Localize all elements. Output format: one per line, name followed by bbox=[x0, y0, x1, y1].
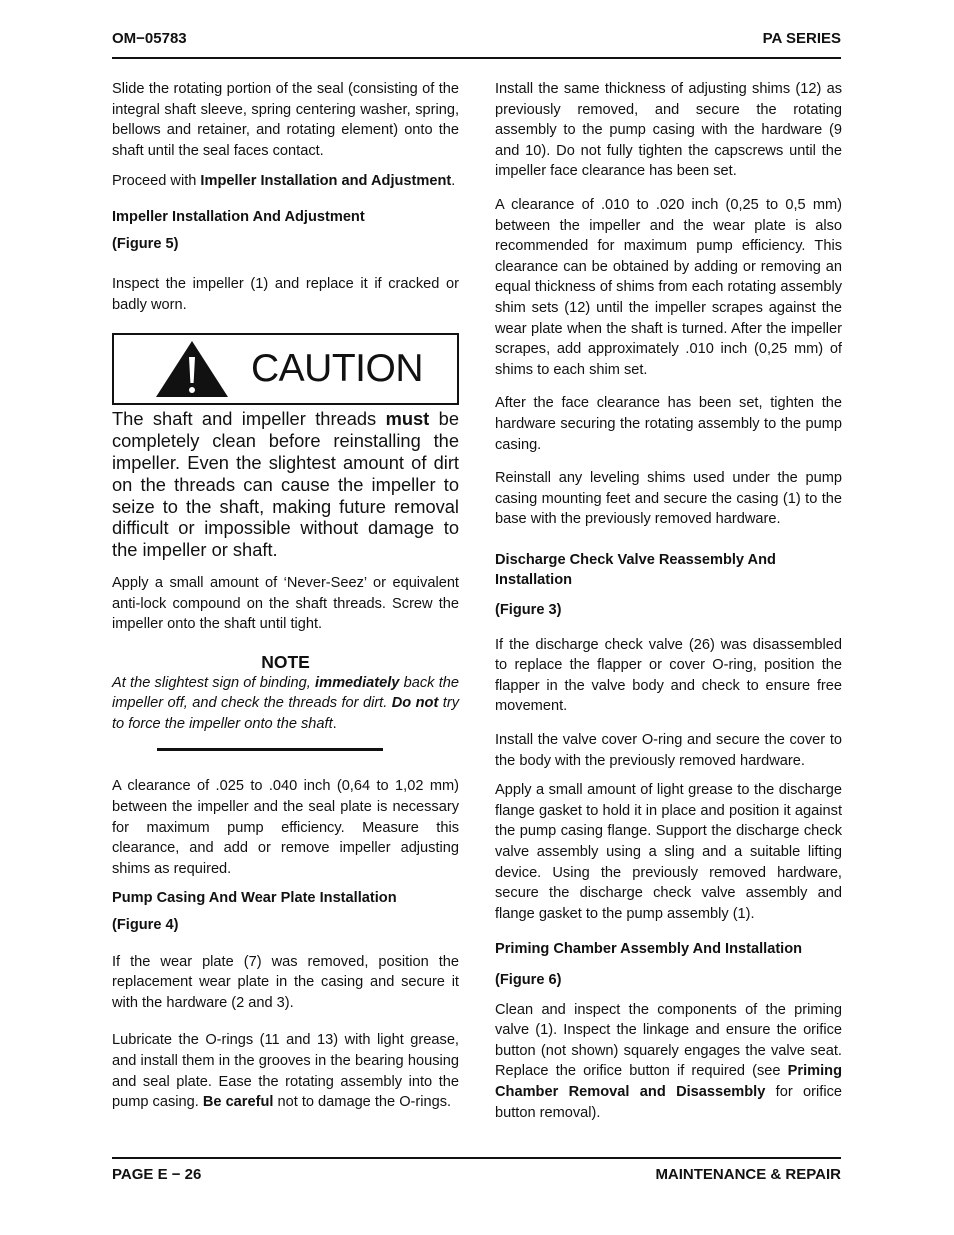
document-number: OM−05783 bbox=[112, 30, 187, 47]
footer-rule bbox=[112, 1157, 841, 1159]
paragraph-leveling-shims: Reinstall any leveling shims used under the pump casing mounting feet and secure the casing (1) to the base with the previously removed hardware. bbox=[495, 470, 842, 528]
section-heading-check-valve: Discharge Check Valve Reassembly And Installation bbox=[495, 551, 776, 589]
left-column bbox=[112, 79, 459, 1113]
paragraph-priming-valve: Clean and inspect the components of the priming valve (1). Inspect the linkage and ensure the orifice button (not shown) squarely engages the valve seat. Replace the orifice button if required (see Priming Chamber Removal and Disassembly for orifice button removal). bbox=[495, 1001, 842, 1121]
figure-reference: (Figure 5) bbox=[112, 235, 179, 252]
paragraph-impeller-clearance: A clearance of .025 to .040 inch (0,64 to 1,02 mm) between the impeller and the seal plate is necessary for maximum pump efficiency. Measure this clearance, and add or remove impeller adjusting shims as required. bbox=[112, 778, 459, 877]
page-footer bbox=[112, 1166, 841, 1184]
paragraph-wear-plate-clearance: A clearance of .010 to .020 inch (0,25 to 0,5 mm) between the impeller and the wear plate is also recommended for maximum pump efficiency. This clearance can be obtained by adding or removing an equal thickness of shims from each rotating assembly shim sets (12) until the impeller scrapes against the wear plate when the shaft is turned. After the impeller scrapes, add approximately .010 inch (0,25 mm) of shims to each shim set. bbox=[495, 196, 842, 378]
figure-reference: (Figure 4) bbox=[112, 917, 179, 934]
series-name: PA SERIES bbox=[762, 30, 841, 47]
paragraph-slide-seal: Slide the rotating portion of the seal (consisting of the integral shaft sleeve, spring centering washer, spring, bellows and retainer, and rotating element) onto the shaft until the seal faces contact. bbox=[112, 81, 459, 159]
header-rule bbox=[112, 57, 841, 59]
section-heading-priming-chamber: Priming Chamber Assembly And Installation bbox=[495, 941, 803, 958]
paragraph-flange-gasket: Apply a small amount of light grease to the discharge flange gasket to hold it in place and position it against the pump casing flange. Support the discharge check valve assembly using a sling and a suitable lifting device. Using the previously removed hardware, secure the discharge check valve assembly and flange gasket to the pump assembly (1). bbox=[495, 782, 842, 922]
paragraph-valve-cover: Install the valve cover O-ring and secure the cover to the body with the previously removed hardware. bbox=[495, 732, 842, 769]
section-name: MAINTENANCE & REPAIR bbox=[655, 1166, 841, 1183]
paragraph-inspect-impeller: Inspect the impeller (1) and replace it if cracked or badly worn. bbox=[112, 276, 459, 313]
caution-box bbox=[112, 333, 459, 405]
right-column bbox=[495, 79, 842, 1123]
paragraph-tighten-hardware: After the face clearance has been set, tighten the hardware securing the rotating assembly to the pump casing. bbox=[495, 395, 842, 453]
note-divider bbox=[157, 748, 383, 751]
warning-triangle-icon bbox=[154, 339, 230, 399]
figure-reference: (Figure 6) bbox=[495, 971, 562, 988]
page-header bbox=[112, 30, 841, 48]
paragraph-wear-plate: If the wear plate (7) was removed, position the replacement wear plate in the casing and secure it with the hardware (2 and 3). bbox=[112, 953, 459, 1011]
section-heading-pump-casing: Pump Casing And Wear Plate Installation bbox=[112, 890, 397, 907]
section-heading-impeller: Impeller Installation And Adjustment bbox=[112, 208, 365, 225]
note-title: NOTE bbox=[261, 651, 310, 672]
note-message: At the slightest sign of binding, immediately back the impeller off, and check the threads for dirt. Do not try to force the impeller onto the shaft. bbox=[112, 674, 459, 732]
paragraph-flapper: If the discharge check valve (26) was disassembled to replace the flapper or cover O-ring, position the flapper in the valve body and check to ensure free movement. bbox=[495, 636, 842, 715]
paragraph-adjusting-shims: Install the same thickness of adjusting shims (12) as previously removed, and secure the rotating assembly to the pump casing with the hardware (9 and 10). Do not fully tighten the capscrews until the impeller face clearance has been set. bbox=[495, 81, 842, 180]
figure-reference: (Figure 3) bbox=[495, 602, 562, 619]
cross-reference: Impeller Installation and Adjustment bbox=[200, 173, 452, 190]
paragraph-never-seez: Apply a small amount of ‘Never-Seez’ or equivalent anti-lock compound on the shaft threads. Screw the impeller onto the shaft until tight. bbox=[112, 574, 459, 633]
paragraph-lubricate-orings: Lubricate the O-rings (11 and 13) with light grease, and install them in the grooves in the bearing housing and seal plate. Ease the rotating assembly into the pump casing. Be careful not to damage the O-rings. bbox=[112, 1032, 459, 1111]
caution-message: The shaft and impeller threads must be completely clean before reinstalling the impeller. Even the slightest amount of dirt on the threads can cause the impeller to seize to the shaft, making future removal difficult or impossible without damage to the impeller or shaft. bbox=[112, 408, 459, 561]
paragraph-proceed: Proceed with Impeller Installation and Adjustment. bbox=[112, 173, 456, 190]
caution-title: CAUTION bbox=[251, 347, 423, 391]
page-number: PAGE E − 26 bbox=[112, 1166, 202, 1183]
